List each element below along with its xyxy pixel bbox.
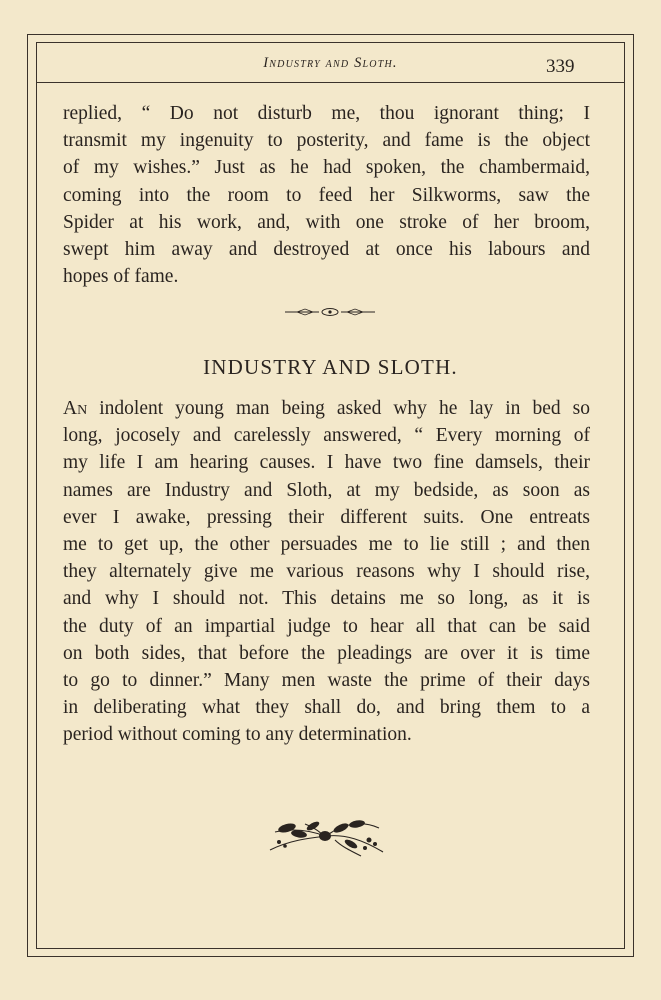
text-fragment: indolent young man being asked why he lay in bed so [87,398,590,419]
drop-word: An [63,398,88,419]
text-line: me to get up, the other persuades me to lie still ; and then [63,534,590,556]
header-rule [36,82,625,83]
text-line: they alternately give me various reasons why I should rise, [63,561,590,583]
paragraph-1 [63,100,590,290]
text-line: my life I am hearing causes. I have two fine damsels, their [63,452,590,474]
running-head: Industry and Sloth. [263,55,398,71]
text-line: the duty of an impartial judge to hear all that can be said [63,615,590,637]
text-line: Spider at his work, and, with one stroke of her broom, [63,211,590,233]
text-line: ever I awake, pressing their different suits. One entreats [63,506,590,528]
paragraph-2 [63,395,590,749]
text-line: swept him away and destroyed at once his labours and [63,239,590,261]
page-number: 339 [546,56,575,77]
floral-vignette-icon [265,810,387,860]
text-line: names are Industry and Sloth, at my bedside, as soon as [63,479,590,501]
text-line: to go to dinner.” Many men waste the prime of their days [63,670,590,692]
text-line: on both sides, that before the pleadings are over it is time [63,642,590,664]
ornamental-divider-icon [283,305,378,319]
text-line: replied, “ Do not disturb me, thou ignorant thing; I [63,103,590,124]
section-title: INDUSTRY AND SLOTH. [203,355,458,379]
text-line: in deliberating what they shall do, and bring them to a [63,697,590,719]
text-line: of my wishes.” Just as he had spoken, the chambermaid, [63,157,590,179]
text-line: hopes of fame. [63,266,179,288]
text-line [63,395,590,422]
text-line: and why I should not. This detains me so long, as it is [63,588,590,610]
text-line: period without coming to any determination. [63,724,412,746]
text-line: transmit my ingenuity to posterity, and fame is the object [63,130,590,152]
text-line: coming into the room to feed her Silkworms, saw the [63,184,590,206]
text-line: long, jocosely and carelessly answered, “ Every morning of [63,425,590,447]
